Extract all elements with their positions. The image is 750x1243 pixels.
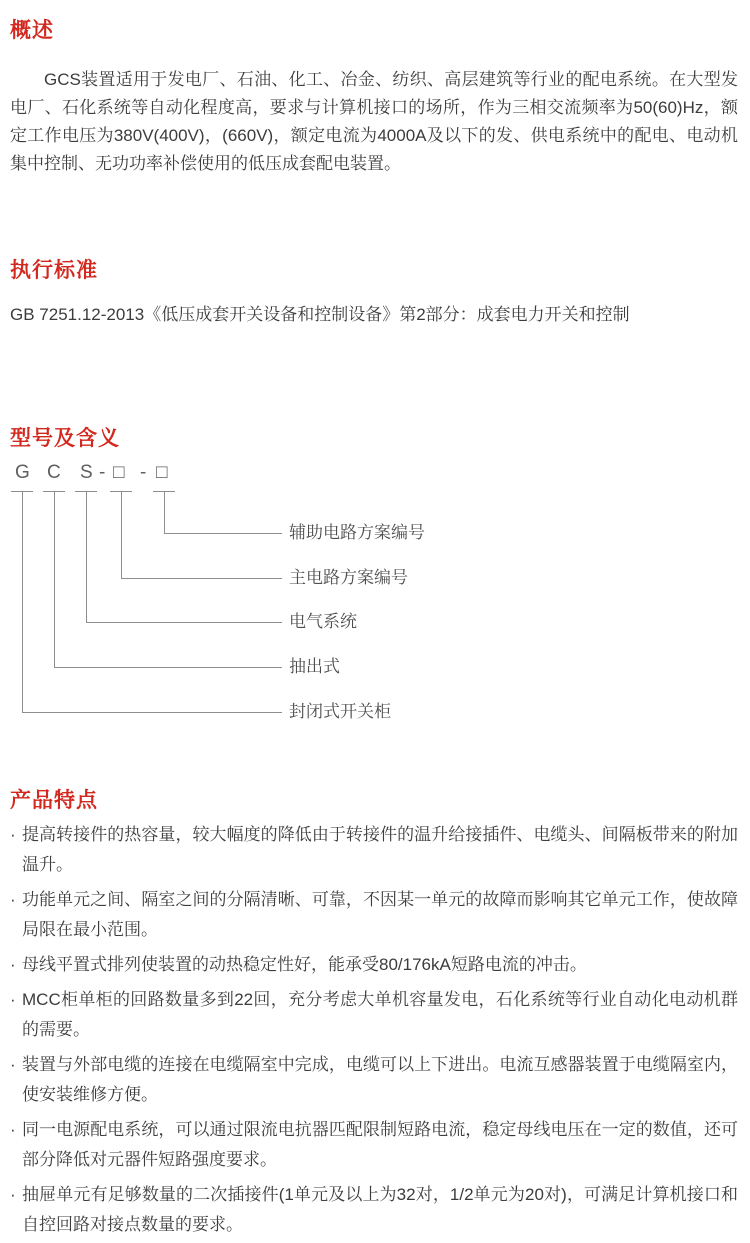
feature-text: 提高转接件的热容量，较大幅度的降低由于转接件的温升给接插件、电缆头、间隔板带来的附加温升。 — [22, 825, 738, 874]
feature-item — [10, 885, 738, 945]
feature-item — [10, 985, 738, 1045]
model-code-char-g: G — [15, 462, 30, 483]
bullet-dot: · — [10, 990, 16, 1009]
feature-item — [10, 1115, 738, 1175]
feature-text: MCC柜单柜的回路数量多到22回，充分考虑大单机容量发电，石化系统等行业自动化电动机群的需要。 — [22, 990, 738, 1039]
model-code-dash-2: - — [140, 462, 147, 483]
model-code-char-s: S — [80, 462, 93, 483]
model-code-box-2: □ — [156, 462, 168, 483]
diagram-label-electrical-system: 电气系统 — [289, 612, 357, 631]
diagram-vline-enclosed — [22, 492, 23, 712]
model-heading: 型号及含义 — [10, 427, 120, 450]
standard-heading: 执行标准 — [10, 259, 98, 282]
bullet-dot: · — [10, 890, 16, 909]
bullet-dot: · — [10, 1120, 16, 1139]
feature-item — [10, 820, 738, 880]
bullet-dot: · — [10, 1055, 16, 1074]
overview-paragraph: GCS装置适用于发电厂、石油、化工、冶金、纺织、高层建筑等行业的配电系统。在大型发电厂、石化系统等自动化程度高，要求与计算机接口的场所，作为三相交流频率为50(60)Hz，额定工作电压为380V(400V)，(660V)，额定电流为4000A及以下的发、供电系统中的配电、电动机集中控制、无功功率补偿使用的低压成套配电装置。 — [10, 70, 738, 173]
diagram-vline-electrical — [86, 492, 87, 622]
model-code-char-c: C — [47, 462, 61, 483]
feature-text: 抽屉单元有足够数量的二次插接件(1单元及以上为32对，1/2单元为20对)，可满足计算机接口和自控回路对接点数量的要求。 — [22, 1185, 738, 1234]
bullet-dot: · — [10, 955, 16, 974]
feature-text: 功能单元之间、隔室之间的分隔清晰、可靠，不因某一单元的故障而影响其它单元工作，使故障局限在最小范围。 — [22, 890, 738, 939]
diagram-hline-enclosed — [22, 712, 282, 713]
feature-item — [10, 950, 738, 980]
standard-text: GB 7251.12-2013《低压成套开关设备和控制设备》第2部分：成套电力开关和控制 — [10, 305, 630, 324]
diagram-label-aux-circuit-number: 辅助电路方案编号 — [289, 523, 425, 542]
feature-item — [10, 1180, 738, 1240]
bullet-dot: · — [10, 1185, 16, 1204]
diagram-label-drawout-type: 抽出式 — [289, 657, 340, 676]
feature-text: 同一电源配电系统，可以通过限流电抗器匹配限制短路电流，稳定母线电压在一定的数值，还可部分降低对元器件短路强度要求。 — [22, 1120, 738, 1169]
feature-text: 装置与外部电缆的连接在电缆隔室中完成，电缆可以上下进出。电流互感器装置于电缆隔室内，使安装维修方便。 — [22, 1055, 738, 1104]
model-code-diagram — [0, 462, 750, 734]
features-heading: 产品特点 — [10, 789, 98, 812]
diagram-vline-main-circuit — [121, 492, 122, 578]
features-list — [10, 820, 738, 1240]
overview-heading: 概述 — [10, 19, 54, 42]
feature-item — [10, 1050, 738, 1110]
diagram-hline-drawout — [54, 667, 282, 668]
diagram-label-enclosed-switchgear: 封闭式开关柜 — [289, 702, 391, 721]
diagram-hline-main-circuit — [121, 578, 282, 579]
diagram-hline-electrical — [86, 622, 282, 623]
diagram-label-main-circuit-number: 主电路方案编号 — [289, 568, 408, 587]
bullet-dot: · — [10, 825, 16, 844]
diagram-vline-aux-circuit — [164, 492, 165, 533]
feature-text: 母线平置式排列使装置的动热稳定性好，能承受80/176kA短路电流的冲击。 — [22, 955, 587, 974]
diagram-hline-aux-circuit — [164, 533, 282, 534]
diagram-vline-drawout — [54, 492, 55, 667]
model-code-box-1: □ — [113, 462, 125, 483]
model-code-dash-1: - — [99, 462, 106, 483]
